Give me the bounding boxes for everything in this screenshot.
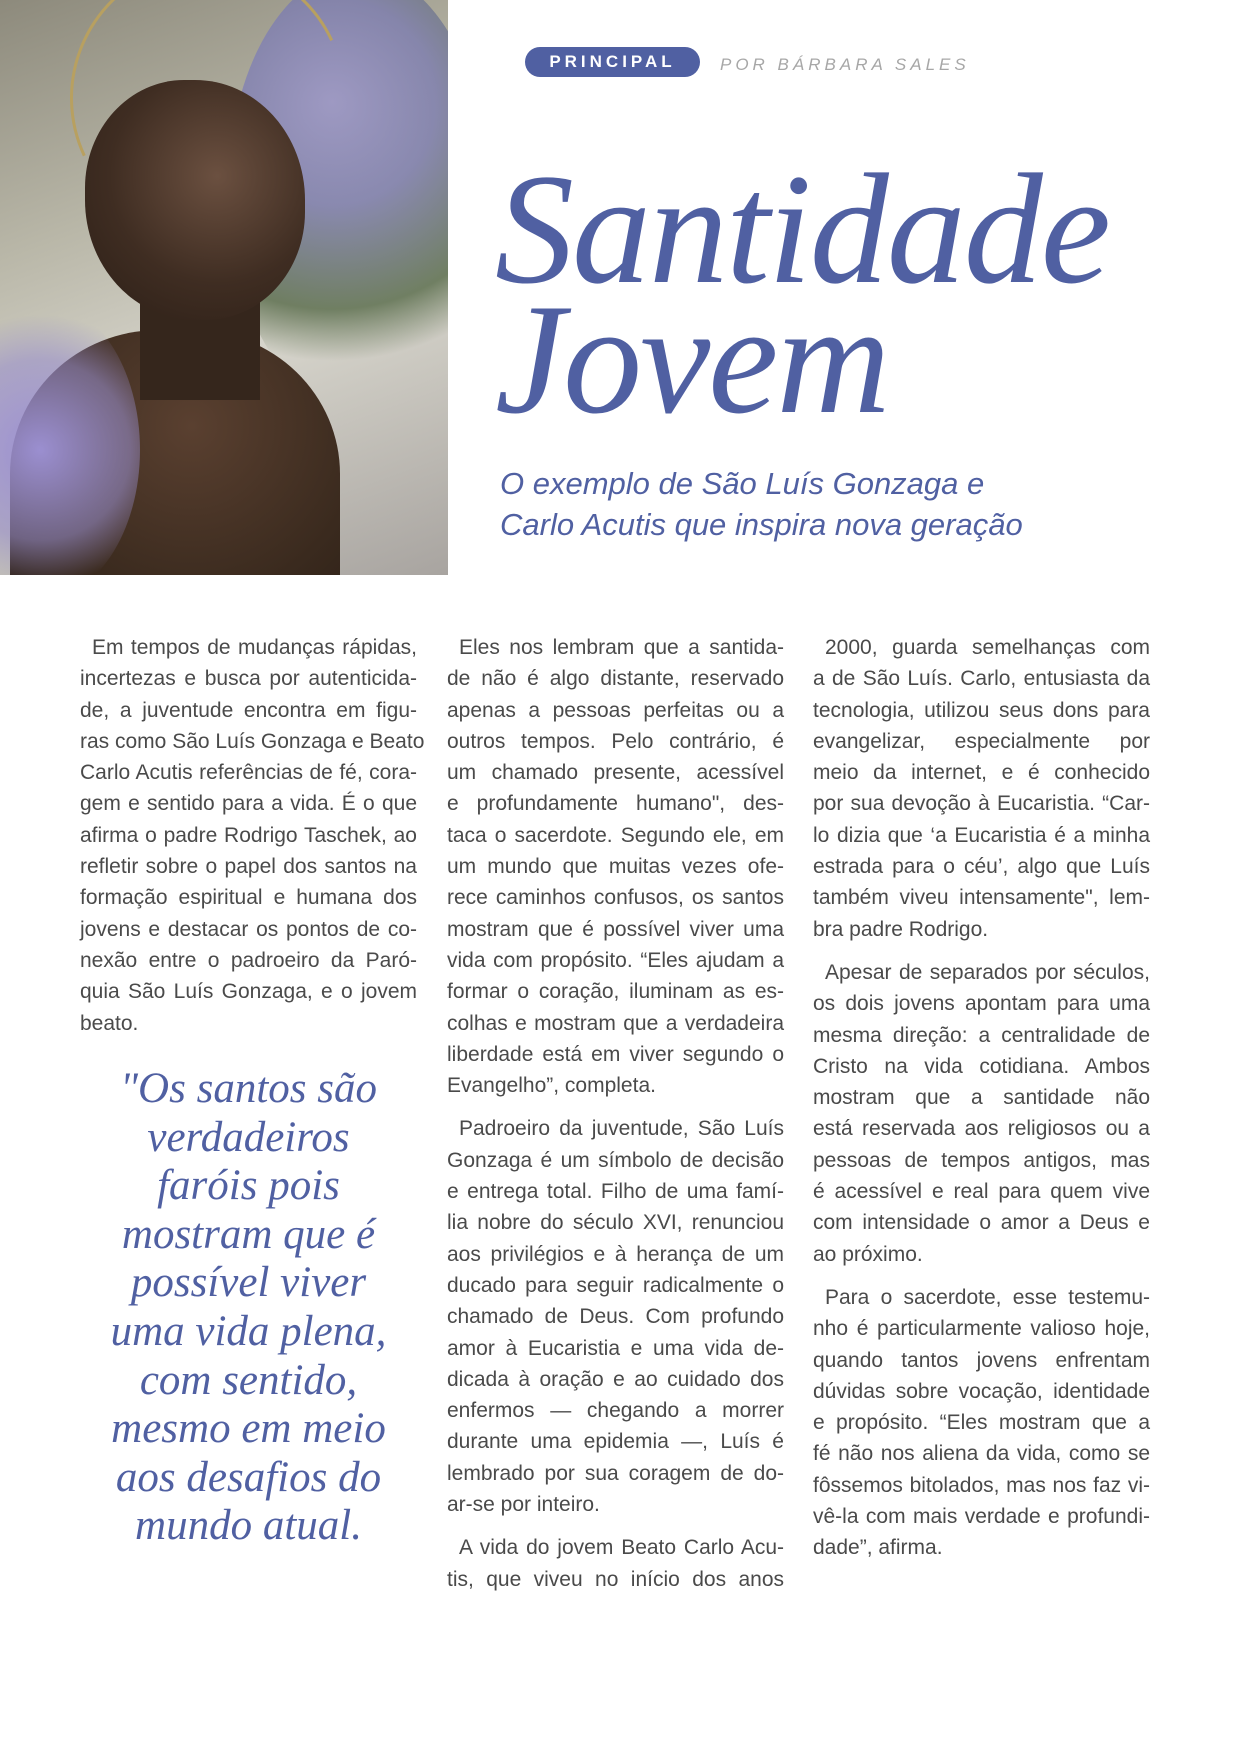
text-column-3: [813, 632, 1150, 1576]
text-line: os dois jovens apontam para uma: [813, 992, 1150, 1016]
text-line: quando tantos jovens enfrentam: [813, 1348, 1150, 1372]
text-line: mostram que é possível viver uma: [447, 917, 784, 941]
text-line: afirma o padre Rodrigo Taschek, ao: [80, 823, 417, 847]
text-line: de não é algo distante, reservado: [447, 667, 784, 691]
text-line: A vida do jovem Beato Carlo Acu-: [459, 1536, 784, 1560]
text-line: mesma direção: a centralidade de: [813, 1023, 1150, 1047]
text-line: durante uma epidemia —, Luís é: [447, 1430, 784, 1454]
text-line: jovens e destacar os pontos de co-: [80, 917, 417, 941]
author-byline: POR BÁRBARA SALES: [720, 55, 970, 74]
paragraph: [447, 632, 784, 1101]
section-badge: PRINCIPAL: [525, 47, 700, 77]
text-line: aos privilégios e à herança de um: [447, 1242, 784, 1266]
text-line: e entrega total. Filho de uma famí-: [447, 1180, 784, 1204]
text-line: Apesar de separados por séculos,: [825, 960, 1150, 984]
text-line: vida com propósito. “Eles ajudam a: [447, 948, 784, 972]
text-line: Em tempos de mudanças rápidas,: [92, 636, 417, 659]
title-line: Santidade: [495, 142, 1109, 317]
text-line: refletir sobre o papel dos santos na: [80, 855, 417, 879]
text-line: liberdade está em viver segundo o: [447, 1042, 784, 1066]
paragraph: [447, 1532, 784, 1595]
text-line: é acessível e real para quem vive: [813, 1180, 1150, 1204]
quote-line: mundo atual.: [135, 1502, 362, 1550]
text-line: fôssemos bitolados, mas nos faz vi-: [813, 1473, 1150, 1497]
text-line: nexão entre o padroeiro da Paró-: [80, 948, 417, 972]
text-line: gem e sentido para a vida. É o que: [80, 792, 417, 816]
text-line: dicada à oração e ao cuidado dos: [447, 1367, 784, 1391]
text-line: meio da internet, e é conhecido: [813, 761, 1150, 785]
text-line: nho é particularmente valioso hoje,: [813, 1317, 1150, 1341]
text-line: pessoas de tempos antigos, mas: [813, 1148, 1150, 1172]
statue-head: [85, 80, 305, 320]
text-line: dúvidas sobre vocação, identidade: [813, 1379, 1150, 1403]
text-line: formação espiritual e humana dos: [80, 886, 417, 910]
text-line: colhas e mostram que a verdadeira: [447, 1011, 784, 1035]
text-line: Cristo na vida cotidiana. Ambos: [813, 1054, 1150, 1078]
quote-line: faróis pois: [157, 1162, 340, 1210]
quote-line: mesmo em meio: [111, 1405, 386, 1453]
text-line: bra padre Rodrigo.: [813, 917, 989, 941]
article-subtitle: [500, 463, 1023, 545]
text-line: amor à Eucaristia e uma vida de-: [447, 1336, 784, 1360]
text-line: evangelizar, especialmente por: [813, 729, 1150, 753]
text-line: enfermos — chegando a morrer: [447, 1399, 784, 1423]
text-line: apenas a pessoas perfeitas ou a: [447, 698, 784, 722]
quote-line: uma vida plena,: [110, 1307, 387, 1355]
text-line: chamado de Deus. Com profundo: [447, 1305, 784, 1329]
text-line: lo dizia que ‘a Eucaristia é a minha: [813, 823, 1150, 847]
text-line: estrada para o céu’, algo que Luís: [813, 855, 1150, 879]
paragraph: [447, 1113, 784, 1520]
text-line: rece caminhos confusos, os santos: [447, 886, 784, 910]
article-title: [495, 142, 1109, 447]
text-line: tecnologia, utilizou seus dons para: [813, 698, 1150, 722]
text-column-2: [447, 632, 784, 1607]
text-line: dade”, afirma.: [813, 1536, 943, 1560]
text-column-1: [80, 632, 425, 1051]
quote-line: aos desafios do: [115, 1453, 382, 1501]
text-line: ar-se por inteiro.: [447, 1493, 600, 1517]
text-line: e profundamente humano", des-: [447, 792, 784, 816]
quote-line: possível viver: [130, 1259, 367, 1307]
text-line: vê-la com mais verdade e profundi-: [813, 1505, 1150, 1529]
quote-line: verdadeiros: [147, 1113, 350, 1161]
saint-statue-photo: [0, 0, 448, 575]
text-line: está reservada aos religiosos ou a: [813, 1117, 1150, 1141]
text-line: de, a juventude encontra em figu-: [80, 698, 417, 722]
quote-line: mostram que é: [121, 1210, 376, 1258]
text-line: Gonzaga é um símbolo de decisão: [447, 1148, 784, 1172]
text-line: quia São Luís Gonzaga, e o jovem: [80, 980, 417, 1004]
text-line: tis, que viveu no início dos anos: [447, 1567, 784, 1591]
quote-line: "Os santos são: [120, 1065, 377, 1112]
pull-quote: [80, 1065, 417, 1551]
text-line: 2000, guarda semelhanças com: [825, 636, 1150, 659]
text-line: Evangelho”, completa.: [447, 1074, 656, 1098]
text-line: formar o coração, iluminam as es-: [447, 980, 784, 1004]
text-line: ducado para seguir radicalmente o: [447, 1273, 784, 1297]
paragraph: [813, 1282, 1150, 1564]
text-line: taca o sacerdote. Segundo ele, em: [447, 823, 784, 847]
text-line: um chamado presente, acessível: [447, 761, 784, 785]
text-line: mostram que a santidade não: [813, 1086, 1150, 1110]
title-line: Jovem: [495, 272, 889, 447]
text-line: ao próximo.: [813, 1242, 923, 1266]
text-line: Eles nos lembram que a santida-: [459, 636, 784, 659]
text-line: ras como São Luís Gonzaga e Beato: [80, 729, 425, 753]
text-line: fé não nos aliena da vida, como se: [813, 1442, 1150, 1466]
subtitle-line: O exemplo de São Luís Gonzaga e: [500, 466, 985, 501]
text-line: um mundo que muitas vezes ofe-: [447, 855, 784, 879]
text-line: lembrado por sua coragem de do-: [447, 1461, 784, 1485]
text-line: também viveu intensamente", lem-: [813, 886, 1150, 910]
text-line: lia nobre do século XVI, renunciou: [447, 1211, 784, 1235]
text-line: Carlo Acutis referências de fé, cora-: [80, 761, 417, 785]
text-line: outros tempos. Pelo contrário, é: [447, 729, 784, 753]
text-line: a de São Luís. Carlo, entusiasta da: [813, 667, 1150, 691]
text-line: com intensidade o amor a Deus e: [813, 1211, 1150, 1235]
text-line: Padroeiro da juventude, São Luís: [459, 1117, 784, 1141]
text-line: e propósito. “Eles mostram que a: [813, 1411, 1150, 1435]
text-line: beato.: [80, 1011, 139, 1035]
paragraph: [813, 957, 1150, 1270]
quote-line: com sentido,: [139, 1356, 358, 1404]
text-line: Para o sacerdote, esse testemu-: [825, 1285, 1150, 1309]
subtitle-line: Carlo Acutis que inspira nova geração: [500, 507, 1023, 542]
text-line: por sua devoção à Eucaristia. “Car-: [813, 792, 1150, 816]
text-line: incertezas e busca por autenticida-: [80, 667, 417, 691]
paragraph: [80, 632, 425, 1039]
paragraph: [813, 632, 1150, 945]
